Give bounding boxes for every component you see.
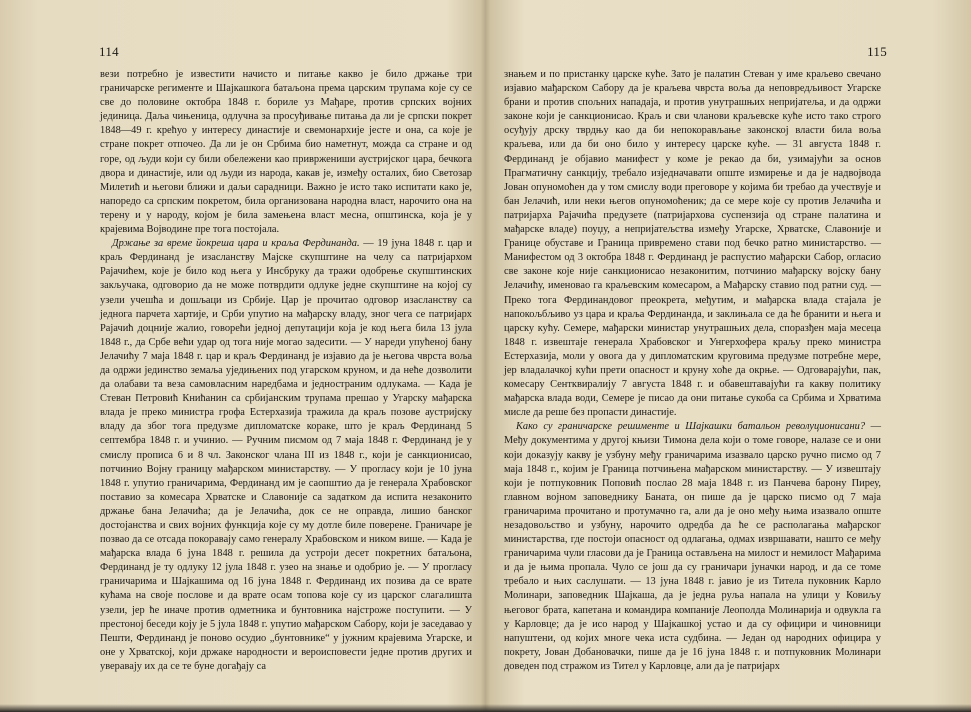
paragraph: знањем и по пристанку царске куће. Зато је палатин Стеван у име краљево свечано изјавио мађарском Сабору да је краљева чврста воља да неповредљивост Угарске брани и против спољних нападаја, и против унутрашњих непријатеља, и да одржи законе који је санкционисао. Краљ и сви чланови краљевске куће исто тако строго осуђују дрску тврдњу као да би непокорављање законској власти била воља краљева, или да би оно било у интересу царске куће. — 31 августа 1848 г. Фердинанд је објавио манифест у коме је рекао да би, узимајући за основ Прагматичну санкцију, требало изједначавати опште измирење и да је надвојвода Јован опуномоћен да у том смислу води преговоре у којима би требао да учествује и бан Јелачић, или неки његов опуномоћеник; да се мере које су против Јелачића и патријарха Рајачића предузете (патријархова суспензија од стране палатина и мађарске владе) поуџу, а непријатељства између Угарске, Хрватске, Славоније и Границе обуставе и Граница привремено стави под бечко ратно министарство. — Манифестом од 3 октобра 1848 г. Фердинанд је распустио мађарски Сабор, огласио све законе које није санкционисао незаконитим, потчинио мађарску војску бану Јелачићу, именовао га краљевским комесаром, а Мађарску ставио под ратни суд. — Преко тога Фердинандовог преокрета, међутим, и мађарска влада стајала је напокољбљиво уз цара и краља Фердинанда, и заклињала се да ће бранити и њега и царску кућу. Семере, мађарски министар унутрашњих дела, споразђен маја месеца 1848 г. извештаје генерала Храбовског и Унгерхофера краљу преко министра Естерхазија, моли у овога да у дипломатским круговима предузме потребне мере, јер владалачкој кући прети опасност и круну хоће да окрње. — Одговарајући, пак, комесару Сентквиралију 7 августа 1848 г. и обавештавајући га какву политику мађарска влада води, Семере је писао да они питање сукоба са Србима и Хрватима мисле да реше без пропасти династије. (504, 69, 881, 419)
page-body (100, 68, 472, 674)
paragraph: вези потребно је известити начисто и питање какво је било држање три граничарске регименте и Шајкашкога батаљона према царским трупама које су се све до половине октобра 1848 г. бориле уз Мађаре, против српских војних јединица. Даља чињеница, одлучна за просуђивање питања да ли је српски покрет 1848—49 г. крећуо у интересу династије и свемонархије јесте и она, са које је стране покрет отпочео. Да ли је он Србима био наметнут, можда са стране и од горе, од људи који су били обележени као привржениши аустријског цара, бечкога двора и династије, или од људи из народа, какав је, између осталих, био Светозар Милетић и његови ближи и даљи сарадници. Важно је исто тако испитати како је, напоредо са српским покретом, била организована народна власт, нарочито она на терену и у народу, којом је била замењена власт месна, општинска, која је у крајевима Војводине пре тога постојала. (100, 69, 472, 236)
paragraph (100, 237, 472, 674)
page-number: 115 (867, 44, 887, 59)
paragraph (504, 420, 881, 674)
page-body (504, 68, 881, 674)
section-heading: Како су граничарске решименте и Шајкашки батальон револуционисани? (516, 421, 866, 433)
left-page (0, 0, 485, 712)
section-heading: Држање за време йокреша цара и краља Фердинанда. (112, 238, 360, 250)
page-number: 114 (99, 44, 119, 59)
right-page (486, 0, 971, 712)
paragraph-text: — 19 јуна 1848 г. цар и краљ Фердинанд је изасланству Мајске скупштине на челу са патријархом Рајачићем, које је било код њега у Инсбруку да тражи одобрење скупштинских закључака, одговорио да не може потврдити одлуке једне скупштине на којој су узели учешћа и дошљаци из Србије. Цар је прочитао одговор изасланству са једнога парчета хартије, и Срби упутио на мађарску владу, зног чега се патријарх Рајачић доцније жалио, говорећи једној депутацији која је код њега била 13 јула 1848 г., да Србе већи удар од тога није могао задесити. — У нареди упућеној бану Јелачићу 7 маја 1848 г. цар и краљ Фердинанд је изјавио да је његова чврста воља да одржи јединство земаља уједињених под угарском круном, и да неће дозволити да олабави та веза самовласним наредбама и једностраним одлукама. — Када је Стеван Петровић Книћанин са србијанским трупама прешао у Угарску мађарска влада је преко министра грофа Естерхазија тражила да краљ позове аустријску владу да због тога предузме дипломатске кораке, што је краљ Фердинанд 5 септембра 1848 г. и учинио. — Ручним писмом од 7 маја 1848 г. Фердинанд је у смислу прописа 6 и 8 чл. Законског члана III из 1848 г., који је санкционисао, потчинио Војну границу мађарском министарству. — У прогласу који је 10 јуна 1848 г. упутио граничарима, Фердинанд им је саопштио да је генерала Храбовског поставио за комесара Хрватске и Славоније са задатком да испита незаконито држање бана Јелачића; да је Јелачића, док се не оправда, лишио банског достојанства и свих војних функција које су му дотле биле поверене. Граничаре је позвао да се отсада покоравају само генералу Храбовском и ником више. — Када је мађарска влада 6 јуна 1848 г. решила да устроји десет покретних батаљона, Фердинанд је ту одлуку 12 јула 1848 г. узео на знање и одобрио је. — У прогласу граничарима и Шајкашима од 16 јуна 1848 г. Фердинанд их позива да се врате кућама на своје послове и да врате осам топова које су из царског слагалишта узели, јер ће иначе против одметника и бунтовника најстроже поступити. — У престоној беседи коју је 5 јула 1848 г. упутио мађарском Сабору, који је заседавао у Пешти, Фердинанд је поново осудио „бунтовнике“ у јужним крајевима Угарске, и оне у Хрватској, који држаке народности и вероисповести једне против других и уверавају их да се те буне догађају са (100, 238, 472, 672)
page-edge-shadow (0, 704, 971, 712)
paragraph-text: — Међу документима у другој књизи Тимона дела који о томе говоре, налазе се и они који доказују какву је узбуну међу граничарима изазвало царско ручно писмо од 7 маја 1848 г., којим је Граница потчињена мађарском министарству. — У извештају који је потпуковник Поповић послао 28 маја 1848 г. из Панчева барону Пиреу, главном војном заповеднику Баната, он пише да је царско писмо од 7 маја граничарима прочитано и протумачно га, али да је оно међу њима изазвало опште незадовољство и узбуну, нарочито одредба да ће се располагања мађарског министарства, где постоји опасност од одлагања, одмах извршавати, нашто се међу граничарима чули гласови да је Граница остављена на милост и немилост Мађарима и да је њима пропала. Чуло се још да су граничари јуначки народ, и да се томе требало и њих саслушати. — 13 јуна 1848 г. јавио је из Титела пуковник Карло Молинари, заповедник Шајкаша, да је једна руља напала на улици у Ковиљу његовог брата, капетана и командира компаније Леополда Молинарија и одвукла га у Карловце; да је исо народ у Шајкашкој устао и да су официри и чиновници напуштени, од којих многе чека иста судбина. — Један од народних официра у покрету, Јован Добановачки, пише да је 16 јуна 1848 г. и потпуковник Молинари доведен под стражом из Тител у Карловце, али да је патријарх (504, 421, 881, 672)
